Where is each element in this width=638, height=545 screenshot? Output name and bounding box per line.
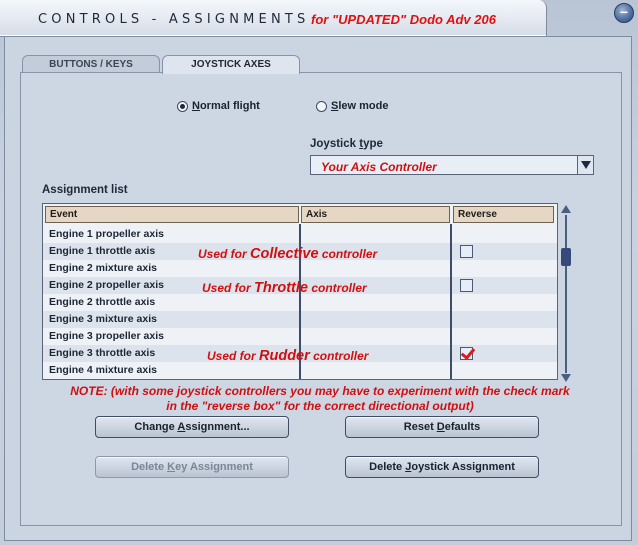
change-assignment-button[interactable]: Change Assignment...	[95, 416, 289, 438]
column-divider	[450, 224, 452, 380]
column-header-reverse[interactable]: Reverse	[453, 206, 554, 223]
reverse-note: NOTE: (with some joystick controllers you may have to experiment with the check mark in the "reverse box" for the correct directional output)	[70, 384, 570, 413]
reverse-checkbox[interactable]	[460, 245, 473, 258]
column-header-axis[interactable]: Axis	[301, 206, 450, 223]
event-cell: Engine 3 mixture axis	[49, 313, 157, 325]
window-title: CONTROLS - ASSIGNMENTS	[38, 12, 310, 27]
radio-unselected-indicator	[316, 101, 327, 112]
window-title-note: for "UPDATED" Dodo Adv 206	[311, 12, 496, 27]
event-cell: Engine 2 propeller axis	[49, 279, 164, 291]
close-button[interactable]	[614, 3, 634, 23]
event-cell: Engine 3 throttle axis	[49, 347, 156, 359]
event-cell: Engine 1 throttle axis	[49, 245, 156, 257]
event-cell: Engine 3 propeller axis	[49, 330, 164, 342]
joystick-type-value: Your Axis Controller	[321, 160, 437, 174]
radio-selected-indicator	[177, 101, 188, 112]
dropdown-arrow-icon[interactable]	[577, 156, 593, 174]
joystick-type-select[interactable]	[310, 155, 594, 175]
collective-annotation: Used for Collective controller	[198, 246, 378, 262]
scroll-thumb[interactable]	[561, 248, 571, 266]
reverse-checkbox[interactable]	[460, 347, 473, 360]
joystick-type-label: Joystick type	[310, 138, 383, 150]
rudder-annotation: Used for Rudder controller	[207, 348, 369, 364]
radio-normal-flight[interactable]	[177, 100, 260, 112]
tab-buttons-keys[interactable]: BUTTONS / KEYS	[22, 55, 160, 73]
scroll-track[interactable]	[565, 215, 567, 373]
scroll-up-arrow-icon[interactable]	[561, 205, 571, 213]
throttle-annotation: Used for Throttle controller	[202, 280, 367, 296]
scroll-down-arrow-icon[interactable]	[561, 374, 571, 382]
column-header-event[interactable]: Event	[45, 206, 299, 223]
reverse-checkbox[interactable]	[460, 279, 473, 292]
event-cell: Engine 2 throttle axis	[49, 296, 156, 308]
delete-joystick-assignment-button[interactable]: Delete Joystick Assignment	[345, 456, 539, 478]
radio-slew-mode[interactable]	[316, 100, 388, 112]
event-cell: Engine 1 propeller axis	[49, 228, 164, 240]
event-cell: Engine 4 mixture axis	[49, 364, 157, 376]
delete-key-assignment-button[interactable]: Delete Key Assignment	[95, 456, 289, 478]
tab-joystick-axes[interactable]: JOYSTICK AXES	[162, 55, 300, 74]
title-bar	[0, 0, 547, 37]
radio-normal-flight-label: Normal flight	[192, 100, 260, 112]
list-scrollbar[interactable]	[560, 205, 572, 382]
reset-defaults-button[interactable]: Reset Defaults	[345, 416, 539, 438]
minus-icon: −	[619, 4, 629, 20]
radio-slew-mode-label: Slew mode	[331, 100, 389, 112]
assignment-list[interactable]	[42, 203, 558, 380]
assignment-list-label: Assignment list	[42, 184, 128, 196]
event-cell: Engine 2 mixture axis	[49, 262, 157, 274]
